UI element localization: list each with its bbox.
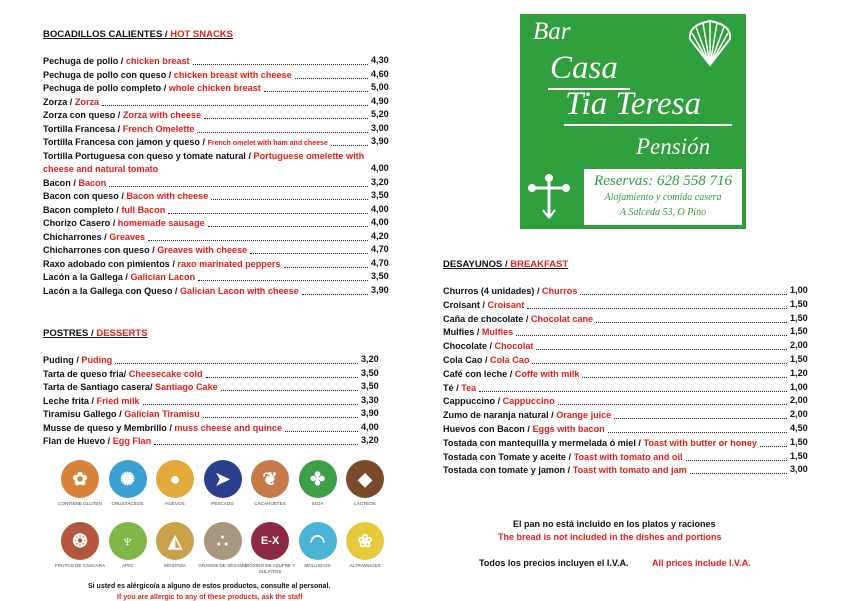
menu-item bbox=[43, 96, 99, 109]
item-price: 3,90 bbox=[371, 136, 389, 146]
item-price: 4,20 bbox=[371, 230, 389, 241]
sesame-icon: ∴ bbox=[204, 522, 242, 560]
item-name-es: Croisant / bbox=[443, 299, 488, 310]
menu-item bbox=[43, 217, 205, 230]
item-name-es: Tostada con mantequilla y mermelada ó miel / bbox=[443, 437, 644, 448]
allergy-note-en: If you are allergic to any of these products, ask the staff bbox=[117, 594, 303, 601]
menu-item bbox=[443, 368, 579, 381]
item-name-es: Tortilla Francesa / bbox=[43, 123, 123, 134]
leader-dots bbox=[532, 363, 787, 364]
item-price: 4,30 bbox=[371, 55, 389, 65]
soy-icon: ✤ bbox=[299, 460, 337, 498]
leader-dots bbox=[558, 404, 787, 405]
menu-item bbox=[443, 437, 757, 450]
item-name-en: Greaves with cheese bbox=[157, 245, 248, 255]
item-name-en: Mulfies bbox=[481, 327, 514, 338]
item-price: 1,50 bbox=[790, 436, 808, 447]
reservation-phone: Reservas: 628 558 716 bbox=[594, 173, 732, 189]
fish-icon: ➤ bbox=[204, 460, 242, 498]
item-name-en: Galician Lacon bbox=[130, 272, 196, 282]
menu-item bbox=[43, 109, 201, 122]
menu-item bbox=[43, 69, 292, 82]
item-name-en: French Omelette bbox=[122, 123, 195, 134]
menu-item bbox=[443, 464, 687, 477]
menu-item bbox=[43, 285, 299, 298]
leader-dots bbox=[211, 199, 368, 200]
item-name-es: Puding / bbox=[43, 355, 82, 365]
item-price: 4,70 bbox=[371, 257, 389, 268]
item-name-en: Orange juice bbox=[556, 410, 612, 421]
item-name-en: Egg Flan bbox=[112, 436, 152, 446]
menu-item bbox=[43, 354, 112, 367]
item-name-en: chicken breast with cheese bbox=[173, 69, 292, 80]
allergy-note-es: Si usted es alérgico/a a alguno de estos productos, consulte al personal. bbox=[88, 583, 331, 590]
leader-dots bbox=[102, 105, 368, 106]
lodging-text: Alojamiento y comida casera bbox=[604, 192, 722, 203]
item-name-en: Bacon bbox=[78, 177, 107, 188]
item-name-es: Café con leche / bbox=[443, 368, 515, 379]
menu-item bbox=[443, 409, 611, 422]
item-price: 5,20 bbox=[371, 109, 389, 119]
item-price: 1,50 bbox=[790, 450, 808, 461]
item-name-en: Fried milk bbox=[96, 395, 140, 406]
item-name-en: Galician Tiramisu bbox=[124, 409, 200, 419]
menu-item bbox=[443, 340, 533, 353]
hot-snacks-title-es: BOCADILLOS CALIENTES bbox=[43, 29, 163, 40]
logo-bar-text: Bar bbox=[533, 18, 571, 45]
menu-item bbox=[443, 326, 513, 339]
bar-logo bbox=[520, 14, 746, 229]
allergen-label: DIÓXIDO DE AZUFRE Y SULFITOS bbox=[244, 563, 296, 574]
menu-item bbox=[443, 313, 593, 326]
item-name-es: Zumo de naranja natural / bbox=[443, 410, 557, 421]
menu-item bbox=[43, 136, 328, 150]
leader-dots bbox=[536, 349, 787, 350]
santiago-cross-icon bbox=[527, 172, 571, 220]
item-name-es: Huevos con Bacon / bbox=[443, 424, 533, 434]
item-name-en: Santiago Cake bbox=[155, 382, 218, 392]
leader-dots bbox=[582, 377, 787, 378]
leader-dots bbox=[686, 460, 787, 461]
menu-item bbox=[443, 354, 529, 367]
item-name-en: Greaves bbox=[109, 231, 146, 242]
item-name-en: Cola Cao bbox=[490, 355, 530, 365]
desserts-title-es: POSTRES bbox=[43, 328, 89, 339]
item-name-es: Flan de Huevo / bbox=[43, 436, 113, 446]
menu-item bbox=[43, 395, 140, 408]
item-name-en: full Bacon bbox=[121, 204, 166, 215]
item-price: 3,50 bbox=[371, 271, 389, 281]
item-name-en: chicken breast bbox=[125, 56, 190, 66]
item-name-es: Cola Cao / bbox=[443, 355, 490, 365]
item-name-en: Zorza bbox=[74, 96, 100, 107]
leader-dots bbox=[168, 213, 368, 214]
item-price: 3,50 bbox=[361, 367, 379, 378]
logo-underline-tia bbox=[564, 124, 732, 126]
logo-tia-teresa-text: Tia Teresa bbox=[565, 86, 702, 122]
menu-item bbox=[43, 381, 218, 394]
sulphites-icon: E-X bbox=[251, 522, 289, 560]
item-price: 4,00 bbox=[371, 163, 389, 173]
item-name-en: Tea bbox=[461, 382, 477, 393]
vat-note-es: Todos los precios incluyen el I.V.A. bbox=[479, 558, 629, 568]
leader-dots bbox=[580, 294, 787, 295]
bread-note-en: The bread is not included in the dishes and portions bbox=[498, 532, 722, 542]
leader-dots bbox=[197, 132, 368, 133]
item-price: 1,50 bbox=[790, 298, 808, 309]
item-name-es: Lacón a la Gallega con Queso / bbox=[43, 285, 180, 296]
mustard-icon: ◭ bbox=[156, 522, 194, 560]
item-name-es: Raxo adobado con pimientos / bbox=[43, 258, 178, 269]
menu-item bbox=[43, 435, 151, 448]
allergen-label: MOSTAZA bbox=[164, 563, 186, 568]
menu-item bbox=[443, 382, 476, 395]
item-price: 5,00 bbox=[371, 82, 389, 92]
bread-note-es: El pan no está incluido en los platos y raciones bbox=[513, 519, 716, 529]
leader-dots bbox=[614, 418, 787, 419]
leader-dots bbox=[331, 145, 368, 146]
item-price: 1,00 bbox=[790, 381, 808, 392]
item-price: 4,70 bbox=[371, 244, 389, 254]
leader-dots bbox=[206, 377, 358, 378]
leader-dots bbox=[284, 267, 368, 268]
leader-dots bbox=[204, 118, 368, 119]
menu-item bbox=[443, 299, 524, 312]
item-price: 3,00 bbox=[790, 464, 808, 475]
item-name-es: Zorza con queso / bbox=[43, 110, 123, 120]
leader-dots bbox=[208, 226, 368, 227]
item-price: 1,50 bbox=[790, 326, 808, 337]
item-price: 2,00 bbox=[790, 340, 808, 351]
leader-dots bbox=[198, 280, 368, 281]
item-name-es: Lacón a la Gallega / bbox=[43, 272, 131, 282]
item-price: 1,20 bbox=[790, 367, 808, 378]
item-price: 1,50 bbox=[790, 354, 808, 364]
item-price: 3,20 bbox=[371, 176, 389, 187]
leader-dots bbox=[203, 417, 358, 418]
item-name-en: Coffe with milk bbox=[514, 368, 580, 379]
item-name-es: Chorizo Casero / bbox=[43, 218, 118, 228]
hot-snacks-title-en: HOT SNACKS bbox=[170, 29, 234, 40]
allergen-label: HUEVOS bbox=[165, 501, 185, 506]
leader-dots bbox=[193, 64, 368, 65]
item-name-es: Caña de chocolate / bbox=[443, 313, 531, 324]
item-name-en: Cheesecake cold bbox=[128, 368, 203, 379]
item-price: 1,00 bbox=[790, 285, 808, 295]
leader-dots bbox=[143, 404, 358, 405]
menu-item bbox=[43, 368, 203, 381]
leader-dots bbox=[302, 294, 368, 295]
item-price: 2,00 bbox=[790, 409, 808, 420]
item-price: 4,50 bbox=[790, 423, 808, 433]
item-name-en: Puding bbox=[81, 355, 113, 365]
item-name-en-continued: cheese and natural tomato bbox=[43, 164, 159, 174]
leader-dots bbox=[608, 432, 787, 433]
item-name-en: homemade sausage bbox=[117, 218, 205, 228]
item-name-en: Bacon with cheese bbox=[126, 191, 209, 201]
egg-icon: ● bbox=[156, 460, 194, 498]
breakfast-title-en: BREAKFAST bbox=[510, 259, 569, 270]
item-name-es: Tiramisu Gallego / bbox=[43, 409, 125, 419]
item-price: 1,50 bbox=[790, 312, 808, 323]
item-name-en: Toast with tomato and oil bbox=[573, 451, 683, 462]
item-name-en: Chocolat bbox=[494, 341, 534, 352]
item-price: 3,50 bbox=[371, 190, 389, 200]
item-name-es: Pechuga de pollo / bbox=[43, 56, 126, 66]
menu-item bbox=[43, 271, 195, 284]
leader-dots bbox=[148, 240, 368, 241]
item-name-en: Zorza with cheese bbox=[122, 110, 202, 120]
allergen-label: SOJA bbox=[311, 501, 324, 506]
menu-item bbox=[443, 451, 683, 464]
leader-dots bbox=[115, 363, 358, 364]
item-name-en: raxo marinated peppers bbox=[177, 258, 281, 269]
breakfast-title: DESAYUNOS / BREAKFAST bbox=[443, 259, 569, 270]
item-price: 3,20 bbox=[361, 435, 379, 445]
logo-pension-text: Pensión bbox=[636, 134, 711, 159]
item-name-en: Churros bbox=[542, 286, 578, 296]
menu-item bbox=[43, 231, 145, 244]
item-name-es: Bacon completo / bbox=[43, 204, 122, 215]
leader-dots bbox=[154, 444, 358, 445]
item-name-en: Cappuccino bbox=[502, 396, 555, 407]
item-price: 4,00 bbox=[371, 217, 389, 227]
item-name-es: Tortilla Francesa con jamon y queso / bbox=[43, 137, 208, 147]
item-name-en: Toast with tomato and jam bbox=[572, 465, 687, 476]
leader-dots bbox=[479, 391, 787, 392]
allergen-label: FRUTOS DE CÁSCARA bbox=[55, 563, 105, 568]
peanut-icon: ❦ bbox=[251, 460, 289, 498]
item-price: 3,20 bbox=[361, 354, 379, 364]
item-name-es: Bacon / bbox=[43, 177, 79, 188]
allergen-label: CACAHUETES bbox=[254, 501, 286, 506]
item-name-en: muss cheese and quince bbox=[174, 422, 283, 433]
leader-dots bbox=[760, 446, 787, 447]
mollusc-icon: ◠ bbox=[299, 522, 337, 560]
item-name-es: Pechuga de pollo con queso / bbox=[43, 69, 174, 80]
item-name-es: Tarta de Santiago casera/ bbox=[43, 382, 156, 392]
item-price: 2,00 bbox=[790, 395, 808, 406]
item-price: 4,90 bbox=[371, 95, 389, 106]
item-price: 4,00 bbox=[361, 421, 379, 432]
logo-casa-text: Casa bbox=[550, 50, 618, 86]
menu-item-continued bbox=[43, 163, 158, 176]
item-name-es: Cappuccino / bbox=[443, 396, 503, 407]
menu-item bbox=[43, 422, 282, 435]
item-price: 3,50 bbox=[361, 381, 379, 391]
leader-dots bbox=[516, 335, 787, 336]
desserts-title: POSTRES / DESSERTS bbox=[43, 328, 148, 339]
item-name-es: Mulfies / bbox=[443, 327, 482, 338]
milk-icon: ◆ bbox=[346, 460, 384, 498]
menu-item bbox=[43, 258, 281, 271]
item-name-es: Tortilla Portuguesa con queso y tomate natural / bbox=[43, 150, 254, 161]
menu-item bbox=[43, 244, 247, 257]
allergen-label: ALTRAMUCES bbox=[349, 563, 381, 568]
item-name-es: Tostada con tomate y jamon / bbox=[443, 465, 573, 476]
item-price: 4,60 bbox=[371, 68, 389, 79]
item-name-es: Bacon con queso / bbox=[43, 191, 127, 201]
allergen-label: APIO bbox=[122, 563, 133, 568]
item-name-es: Chicharrones / bbox=[43, 231, 110, 242]
item-name-es: Pechuga de pollo completo / bbox=[43, 83, 169, 93]
reservation-box bbox=[584, 169, 742, 225]
menu-item bbox=[43, 204, 165, 217]
leader-dots bbox=[109, 186, 368, 187]
leader-dots bbox=[690, 473, 787, 474]
menu-item bbox=[43, 190, 208, 203]
menu-item bbox=[43, 82, 261, 95]
item-name-es: Tarta de queso fria/ bbox=[43, 368, 129, 379]
crab-icon: ✺ bbox=[109, 460, 147, 498]
leader-dots bbox=[264, 91, 368, 92]
menu-item bbox=[443, 395, 555, 408]
allergen-item bbox=[337, 460, 393, 507]
leader-dots bbox=[295, 78, 368, 79]
item-name-es: Leche frita / bbox=[43, 395, 97, 406]
item-name-en: Chocolat cane bbox=[530, 313, 594, 324]
wheat-icon: ✿ bbox=[61, 460, 99, 498]
vat-note-en: All prices include I.V.A. bbox=[652, 558, 751, 568]
allergen-label: PESCADO bbox=[211, 501, 234, 506]
item-price: 3,90 bbox=[371, 284, 389, 295]
item-name-en: whole chicken breast bbox=[168, 83, 261, 93]
item-name-es: Musse de queso y Membrillo / bbox=[43, 422, 175, 433]
address-text: A Salceda 53, O Pino bbox=[619, 207, 707, 218]
item-price: 3,90 bbox=[361, 408, 379, 418]
item-price: 4,00 bbox=[371, 203, 389, 214]
item-price: 3,30 bbox=[361, 394, 379, 405]
menu-item bbox=[43, 150, 403, 163]
breakfast-title-es: DESAYUNOS bbox=[443, 259, 503, 270]
menu-item bbox=[43, 408, 200, 421]
leader-dots bbox=[527, 308, 787, 309]
allergen-label: LÁCTEOS bbox=[354, 501, 376, 506]
item-name-en: Portuguese omelette with bbox=[253, 150, 365, 161]
item-name-es: Té / bbox=[443, 382, 462, 393]
menu-item bbox=[43, 55, 190, 68]
leader-dots bbox=[596, 322, 787, 323]
scallop-shell-icon bbox=[684, 17, 736, 69]
leader-dots bbox=[250, 253, 368, 254]
allergen-label: GRANOS DE SÉSAMO bbox=[198, 563, 247, 568]
allergen-label: CONTIENE GLUTEN bbox=[58, 501, 102, 506]
item-name-en: Croisant bbox=[487, 299, 525, 310]
menu-item bbox=[43, 123, 194, 136]
lupin-icon: ❀ bbox=[346, 522, 384, 560]
menu-item bbox=[43, 177, 106, 190]
celery-icon: ♆ bbox=[109, 522, 147, 560]
desserts-title-en: DESSERTS bbox=[96, 328, 148, 339]
item-name-en: Toast with butter or honey bbox=[643, 437, 757, 448]
allergen-label: MOLUSCOS bbox=[304, 563, 331, 568]
item-name-es: Tostada con Tomate y aceite / bbox=[443, 451, 574, 462]
allergen-label: CRUSTÁCEOS bbox=[111, 501, 144, 506]
item-name-es: Chocolate / bbox=[443, 341, 495, 352]
leader-dots bbox=[221, 390, 358, 391]
item-name-es: Zorza / bbox=[43, 96, 75, 107]
nuts-icon: ❂ bbox=[61, 522, 99, 560]
item-name-es: Chicharrones con queso / bbox=[43, 245, 158, 255]
item-name-en: French omelet with ham and cheese bbox=[207, 140, 328, 147]
item-name-en: Galician Lacon with cheese bbox=[179, 285, 299, 296]
item-price: 3,00 bbox=[371, 122, 389, 133]
hot-snacks-title: BOCADILLOS CALIENTES / HOT SNACKS bbox=[43, 29, 234, 40]
item-name-en: Eggs with bacon bbox=[532, 424, 605, 434]
allergen-item bbox=[337, 522, 393, 569]
menu-item bbox=[443, 423, 605, 436]
menu-item bbox=[443, 285, 577, 298]
item-name-es: Churros (4 unidades) / bbox=[443, 286, 543, 296]
leader-dots bbox=[285, 431, 358, 432]
